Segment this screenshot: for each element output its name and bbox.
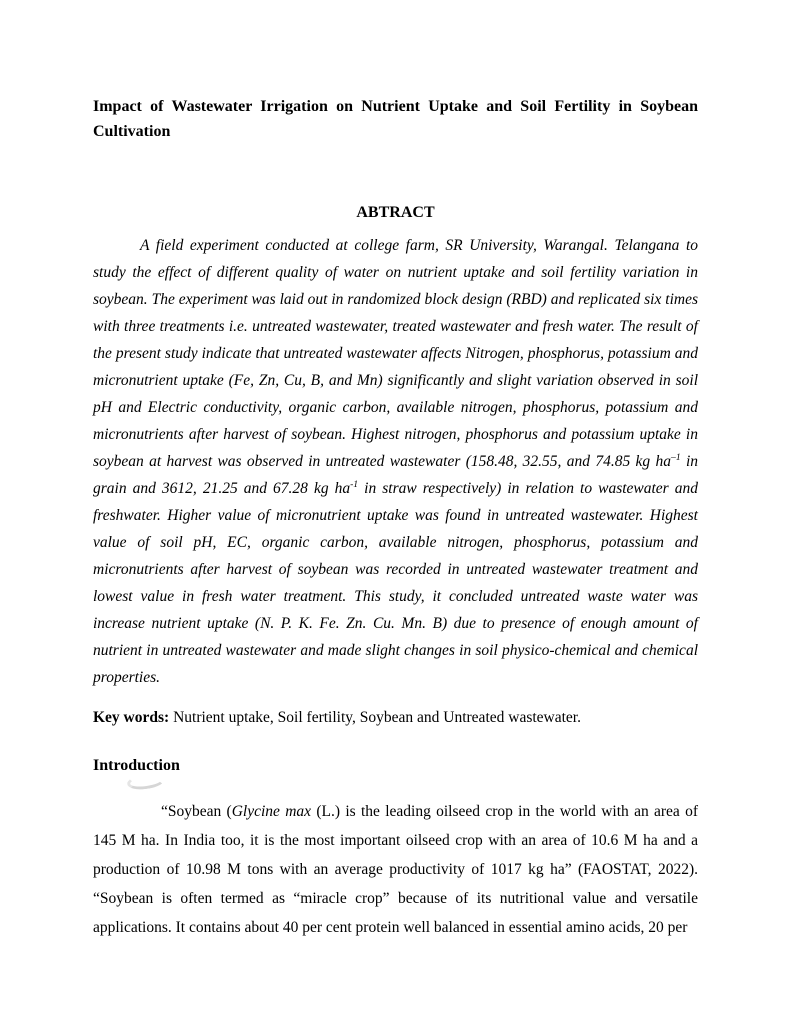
introduction-paragraph: “Soybean (Glycine max (L.) is the leading oilseed crop in the world with an area of 145 M ha. In India too, it is the most important oilseed crop with an area of 10.6 M ha and a production of 10.98 M tons with an average productivity of 1017 kg ha” (FAOSTAT, 2022). “Soybean is often termed as “miracle crop” because of its nutritional value and versatile applications. It contains about 40 per cent protein well balanced in essential amino acids, 20 per xyxy=(93,803,699,936)
keywords-line xyxy=(93,707,698,728)
keywords-text: Nutrient uptake, Soil fertility, Soybean and Untreated wastewater. xyxy=(169,709,581,726)
keywords-label: Key words: xyxy=(93,709,170,726)
abstract-paragraph: A field experiment conducted at college farm, SR University, Warangal. Telangana to study the effect of different quality of water on nutrient uptake and soil fertility variation in soybean. The experiment was laid out in randomized block design (RBD) and replicated six times with three treatments i.e. untreated wastewater, treated wastewater and fresh water. The result of the present study indicate that untreated wastewater affects Nitrogen, phosphorus, potassium and micronutrient uptake (Fe, Zn, Cu, B, and Mn) significantly and slight variation observed in soil pH and Electric conductivity, organic carbon, available nitrogen, phosphorus, potassium and micronutrients after harvest of soybean. Highest nitrogen, phosphorus and potassium uptake in soybean at harvest was observed in untreated wastewater (158.48, 32.55, and 74.85 kg $ha^{-1}$ in grain and 3612, 21.25 and 67.28 kg $ha^{-1}$ in straw respectively) in relation to wastewater and freshwater. Higher value of micronutrient uptake was found in untreated wastewater. Highest value of soil pH, EC, organic carbon, available nitrogen, phosphorus, potassium and micronutrients after harvest of soybean was recorded in untreated wastewater treatment and lowest value in fresh water treatment. This study, it concluded untreated waste water was increase nutrient uptake (N. P. K. Fe. Zn. Cu. Mn. B) due to presence of enough amount of nutrient in untreated wastewater and made slight changes in soil physico-chemical and chemical properties. xyxy=(93,237,699,686)
introduction-heading: Introduction xyxy=(93,757,180,774)
abstract-heading: ABTRACT xyxy=(356,204,435,221)
paper-title: Impact of Wastewater Irrigation on Nutrient Uptake and Soil Fertility in Soybean Cultivation xyxy=(93,98,698,140)
